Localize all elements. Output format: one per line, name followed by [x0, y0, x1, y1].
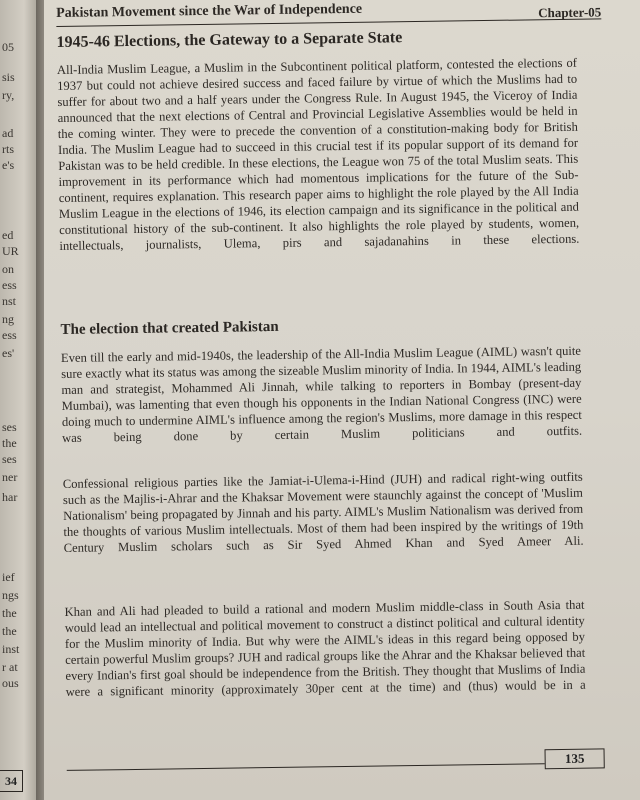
chapter-label: Chapter-05 [538, 4, 602, 21]
page-number-box [545, 748, 605, 769]
body-paragraph-2: Confessional religious parties like the Jamiat-i-Ulema-i-Hind (JUH) and radical right-wing outfits such as the Majlis-i-Ahrar and the Khaksar Movement were staunchly against the concept of 'Muslim Nationalism' being propagated by Jinnah and his party. AIML's Muslim Nationalism was derived from the thoughts of various Muslim intellectuals. Most of them had been inspired by the writings of 19th Century Muslim scholars such as Sir Syed Ahmed Khan and Syed Ameer Ali. [62, 469, 584, 555]
left-page-fragment: es' [2, 346, 15, 360]
left-page-fragment: har [2, 490, 18, 504]
book-title: Pakistan Movement since the War of Independence [56, 1, 363, 21]
left-page-fragment: ry, [2, 88, 15, 102]
left-page-fragment: ses [2, 420, 17, 434]
left-page-fragment: the [2, 436, 17, 450]
left-page-fragment: 05 [2, 40, 14, 54]
left-page-fragment: ess [2, 328, 17, 342]
footer-rule [67, 763, 545, 771]
intro-paragraph: All-India Muslim League, a Muslim in the Subcontinent political platform, contested the elections of 1937 but could not achieve desired success and faced failure by virtue of which the Muslims had to suffer for about two and a half years under the Congress Rule. In August 1945, the Viceroy of India announced that the next elections of Central and Provincial Legislative Assemblies would be held in the coming winter. They were to precede the convention of a constitution-making body for British India. The Muslim League had to succeed in this crucial test if its popular support of its demand for Pakistan was to be held credible. In these elections, the League won 75 of the total Muslim seats. This improvement in its performance which had momentous implications for the future of the Sub-continent, requires explanation. This research paper aims to highlight the role played by the All India Muslim League in the elections of 1946, its election campaign and its significance in the political and constitutional history of the sub-continent. It also highlights the role played by students, women, intellectuals, journalists, Ulema, pirs and sajadanahins in these elections. [56, 55, 580, 253]
left-facing-page [0, 0, 40, 800]
left-page-fragment: inst [2, 642, 20, 656]
left-page-fragment: the [2, 606, 17, 620]
left-page-fragment: ses [2, 452, 17, 466]
left-page-fragment: ng [2, 312, 14, 326]
book-page [44, 0, 640, 800]
left-page-fragment: r at [2, 660, 18, 674]
body-paragraph-1: Even till the early and mid-1940s, the leadership of the All-India Muslim League (AIML) wasn't quite sure exactly what its status was among the sizeable Muslim minority of India. In 1944, AIML's leading man and strategist, Mohammed Ali Jinnah, while talking to reporters in Bombay (present-day Mumbai), was lamenting that even though his opponents in the Indian National Congress (INC) were doing much to undermine AIML's influence among the region's Muslims, more damage in this respect was being done by certain Muslim politicians and outfits. [60, 343, 583, 445]
running-header [56, 0, 601, 27]
left-page-fragment: ad [2, 126, 14, 140]
left-page-fragment: ess [2, 278, 17, 292]
page-number: 135 [564, 750, 585, 766]
left-page-number: 34 [0, 770, 23, 792]
body-paragraph-3: Khan and Ali had pleaded to build a rational and modern Muslim middle-class in South Asia that would lead an intellectual and political movement to construct a distinct political and cultural identity for the Muslim minority of India. But why were the AIML's ideas in this regard being opposed by certain powerful Muslim groups? JUH and radical groups like the Ahrar and the Khaksar believed that every Indian's first goal should be independence from the British. They thought that Muslims of India were a significant minority (approximately 30per cent at the time) and (thus) would be in a [64, 597, 586, 699]
left-page-fragment: nst [2, 294, 17, 308]
left-page-fragment: sis [2, 70, 15, 84]
left-page-fragment: on [2, 262, 14, 276]
subheading: The election that created Pakistan [60, 318, 279, 338]
left-page-fragment: e's [2, 158, 15, 172]
left-page-fragment: the [2, 624, 17, 638]
section-title: 1945-46 Elections, the Gateway to a Separate State [56, 29, 403, 51]
left-page-fragment: rts [2, 142, 14, 156]
left-page-fragment: ous [2, 676, 19, 690]
left-page-fragment: ief [2, 570, 15, 584]
left-page-fragment: UR [2, 244, 19, 258]
left-page-fragment: ner [2, 470, 18, 484]
left-page-fragment: ngs [2, 588, 19, 602]
page-content [56, 0, 612, 800]
left-page-fragment: ed [2, 228, 14, 242]
